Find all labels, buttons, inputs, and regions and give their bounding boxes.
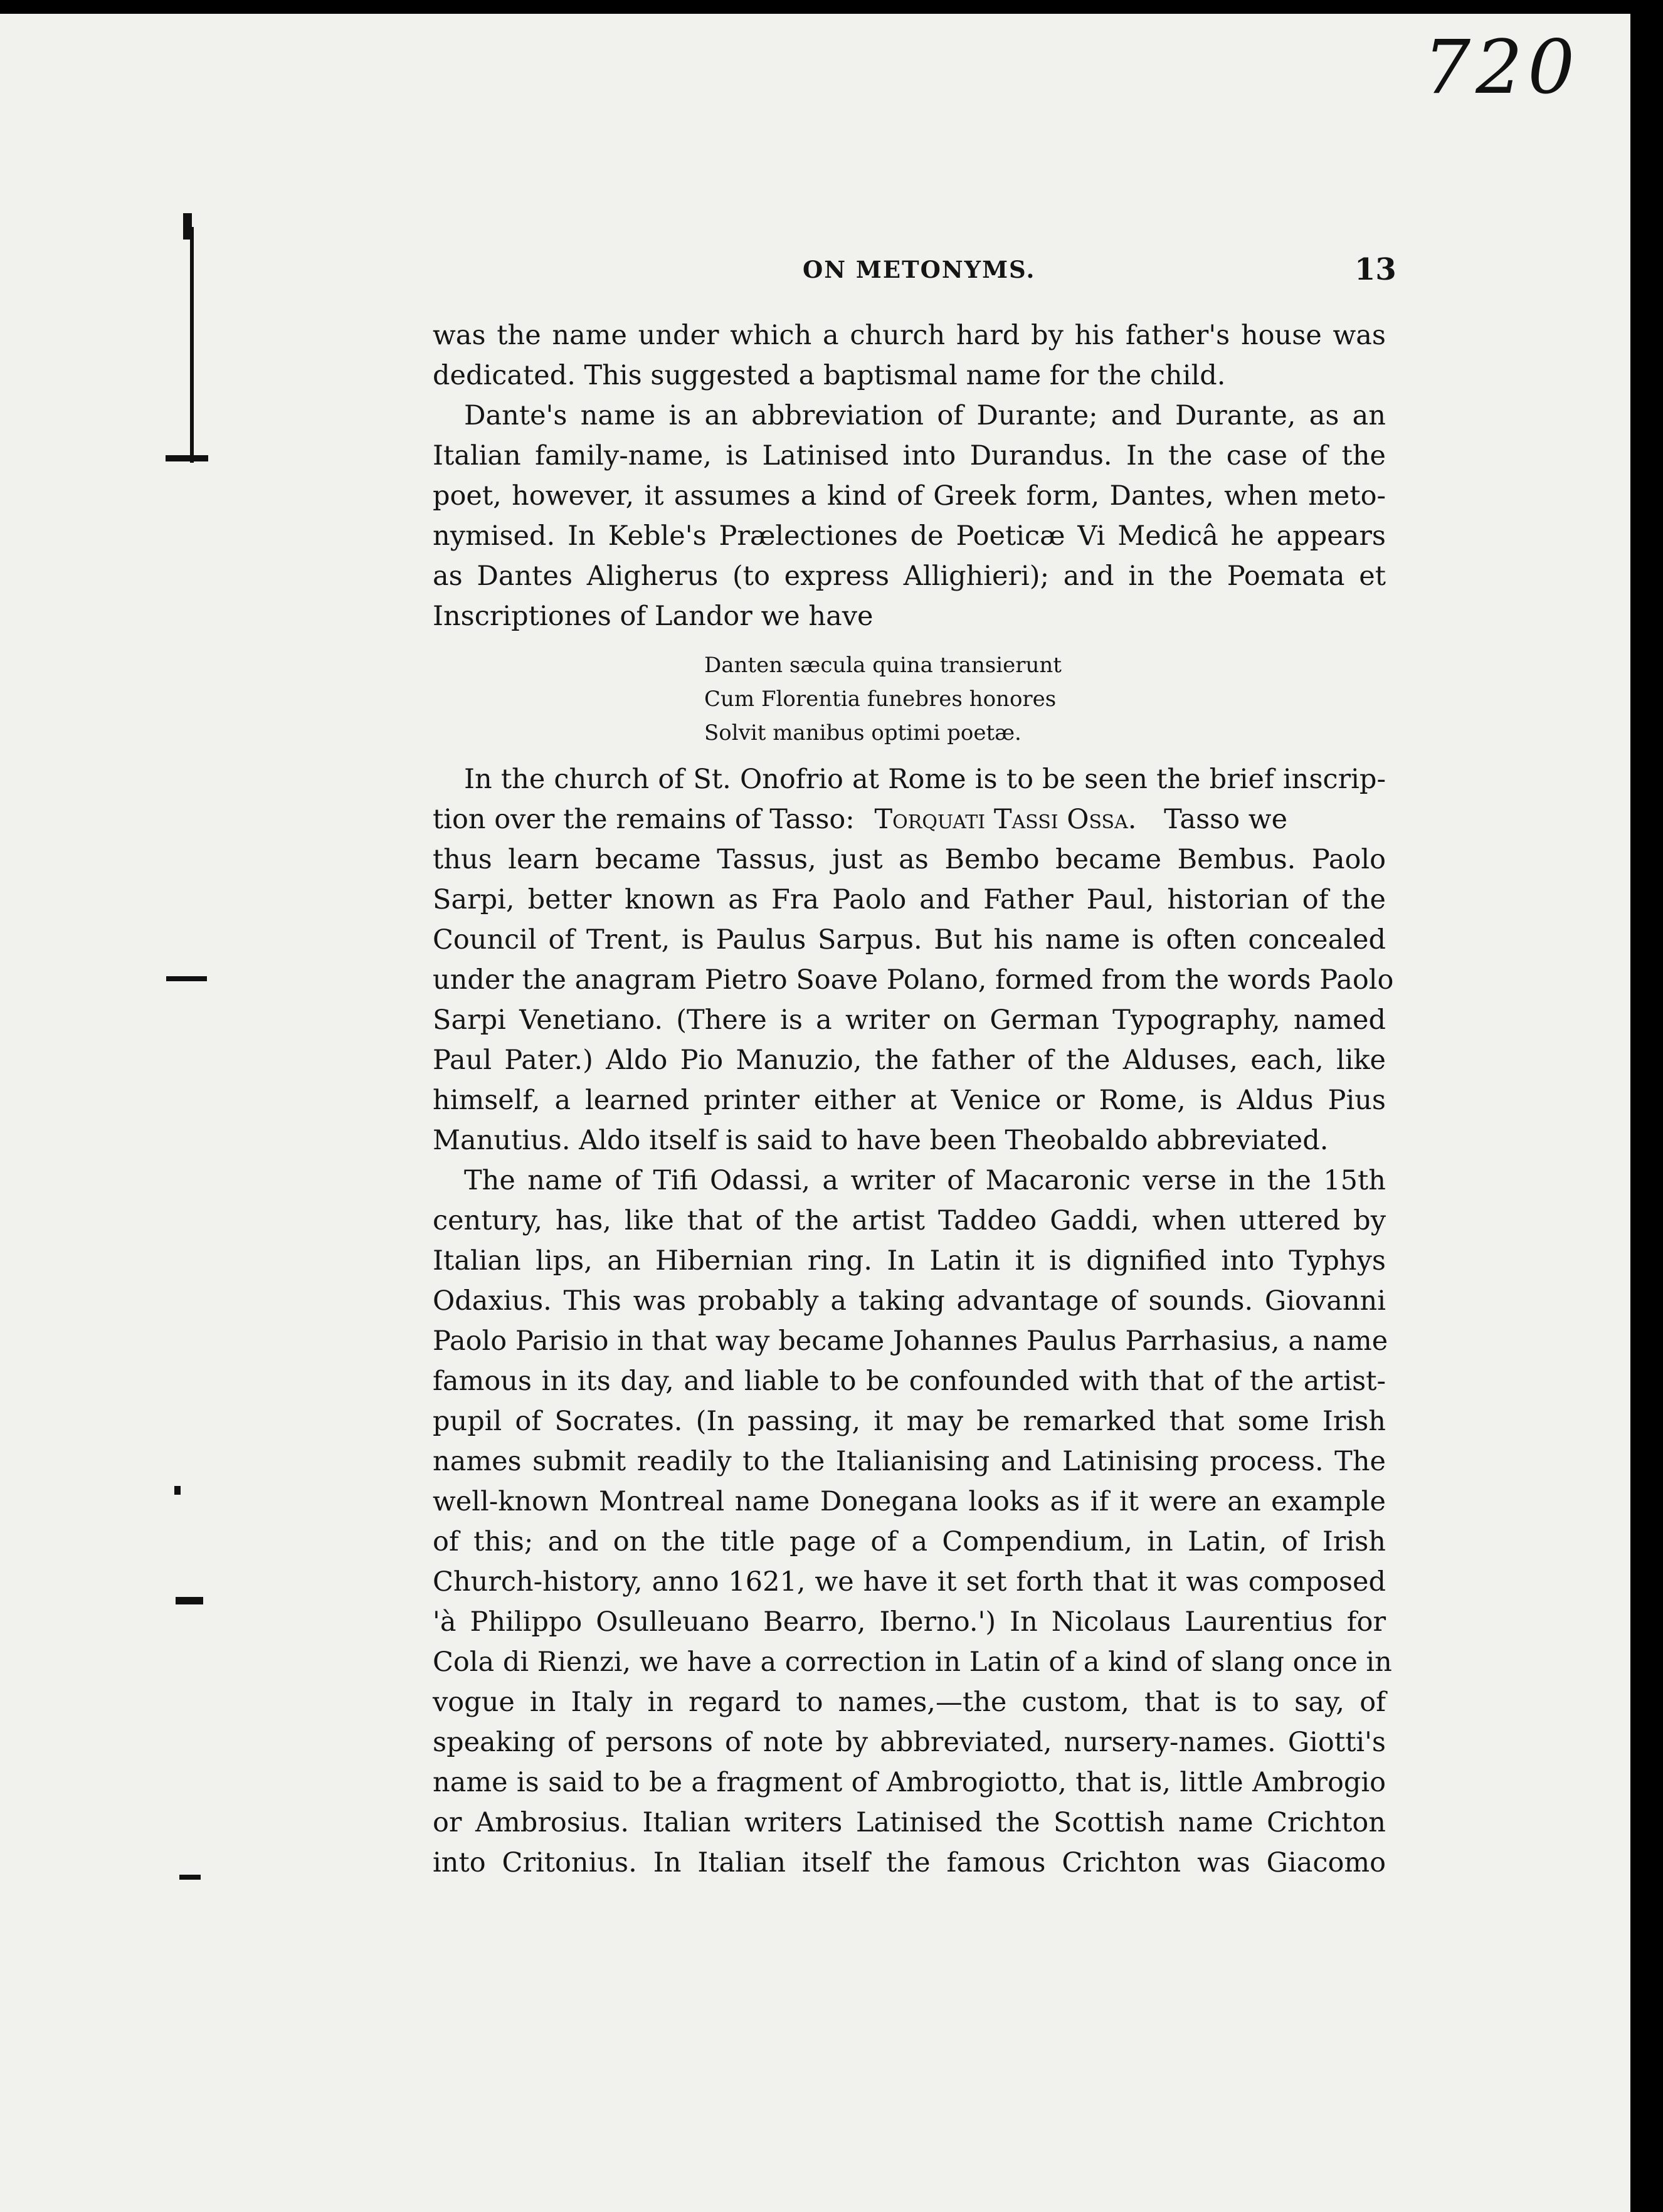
text-line: Odaxius. This was probably a taking advantage of sounds. Giovanni <box>433 1285 1386 1317</box>
handwritten-catalogue-number: 720 <box>1423 24 1580 110</box>
verse-line: Danten sæcula quina transierunt <box>704 653 1062 678</box>
text-line: Council of Trent, is Paulus Sarpus. But his name is often concealed <box>433 924 1386 956</box>
text-line: Italian lips, an Hibernian ring. In Latin it is dignified into Typhys <box>433 1245 1386 1277</box>
text-line: In the church of St. Onofrio at Rome is to be seen the brief inscrip- <box>464 764 1386 795</box>
text-line: as Dantes Aligherus (to express Allighieri); and in the Poemata et <box>433 561 1386 592</box>
page-text <box>0 14 1630 2212</box>
text-line: dedicated. This suggested a baptismal name for the child. <box>433 360 1226 391</box>
text-line: himself, a learned printer either at Venice or Rome, is Aldus Pius <box>433 1085 1386 1116</box>
text-line: well-known Montreal name Donegana looks as if it were an example <box>433 1486 1386 1517</box>
text-line: nymised. In Keble's Prælectiones de Poeticæ Vi Medicâ he appears <box>433 520 1386 552</box>
text-fragment: Tasso we <box>1164 804 1288 835</box>
text-line: names submit readily to the Italianising and Latinising process. The <box>433 1446 1386 1477</box>
text-line: Sarpi, better known as Fra Paolo and Father Paul, historian of the <box>433 884 1386 915</box>
text-line: vogue in Italy in regard to names,—the custom, that is to say, of <box>433 1687 1386 1718</box>
text-line: famous in its day, and liable to be confounded with that of the artist- <box>433 1366 1386 1397</box>
tasso-inscription: Torquati Tassi Ossa. <box>874 804 1137 835</box>
running-title: ON METONYMS. <box>803 256 1036 283</box>
text-line: poet, however, it assumes a kind of Greek form, Dantes, when meto- <box>433 480 1386 512</box>
scanned-page <box>0 14 1630 2212</box>
text-line: was the name under which a church hard by his father's house was <box>433 320 1386 351</box>
text-line: pupil of Socrates. (In passing, it may be remarked that some Irish <box>433 1406 1386 1437</box>
verse-line: Cum Florentia funebres honores <box>704 687 1057 712</box>
text-line: thus learn became Tassus, just as Bembo became Bembus. Paolo <box>433 844 1386 875</box>
text-line: speaking of persons of note by abbreviated, nursery-names. Giotti's <box>433 1727 1386 1758</box>
text-line: Manutius. Aldo itself is said to have been Theobaldo abbreviated. <box>433 1125 1329 1156</box>
text-line-with-inscription <box>433 806 1386 833</box>
text-fragment: tion over the remains of Tasso: <box>433 804 855 835</box>
text-line: into Critonius. In Italian itself the famous Crichton was Giacomo <box>433 1847 1386 1878</box>
text-line: name is said to be a fragment of Ambrogiotto, that is, little Ambrogio <box>433 1767 1386 1798</box>
text-line: Dante's name is an abbreviation of Durante; and Durante, as an <box>464 400 1386 431</box>
text-line: Cola di Rienzi, we have a correction in Latin of a kind of slang once in <box>433 1646 1392 1678</box>
text-line: under the anagram Pietro Soave Polano, formed from the words Paolo <box>433 964 1394 996</box>
text-line: 'à Philippo Osulleuano Bearro, Iberno.') In Nicolaus Laurentius for <box>433 1606 1386 1638</box>
text-line: Paolo Parisio in that way became Johannes Paulus Parrhasius, a name <box>433 1325 1388 1357</box>
text-line: Italian family-name, is Latinised into Durandus. In the case of the <box>433 440 1386 471</box>
text-line: of this; and on the title page of a Compendium, in Latin, of Irish <box>433 1526 1386 1557</box>
page-number: 13 <box>1354 252 1396 287</box>
text-line: Sarpi Venetiano. (There is a writer on German Typography, named <box>433 1004 1386 1036</box>
verse-line: Solvit manibus optimi poetæ. <box>704 720 1022 745</box>
text-line: or Ambrosius. Italian writers Latinised the Scottish name Crichton <box>433 1807 1386 1838</box>
text-line: The name of Tifi Odassi, a writer of Macaronic verse in the 15th <box>464 1165 1386 1196</box>
text-line: century, has, like that of the artist Taddeo Gaddi, when uttered by <box>433 1205 1386 1236</box>
text-line: Church-history, anno 1621, we have it set forth that it was composed <box>433 1566 1386 1598</box>
text-line: Inscriptiones of Landor we have <box>433 601 874 632</box>
text-line: Paul Pater.) Aldo Pio Manuzio, the father of the Alduses, each, like <box>433 1045 1386 1076</box>
